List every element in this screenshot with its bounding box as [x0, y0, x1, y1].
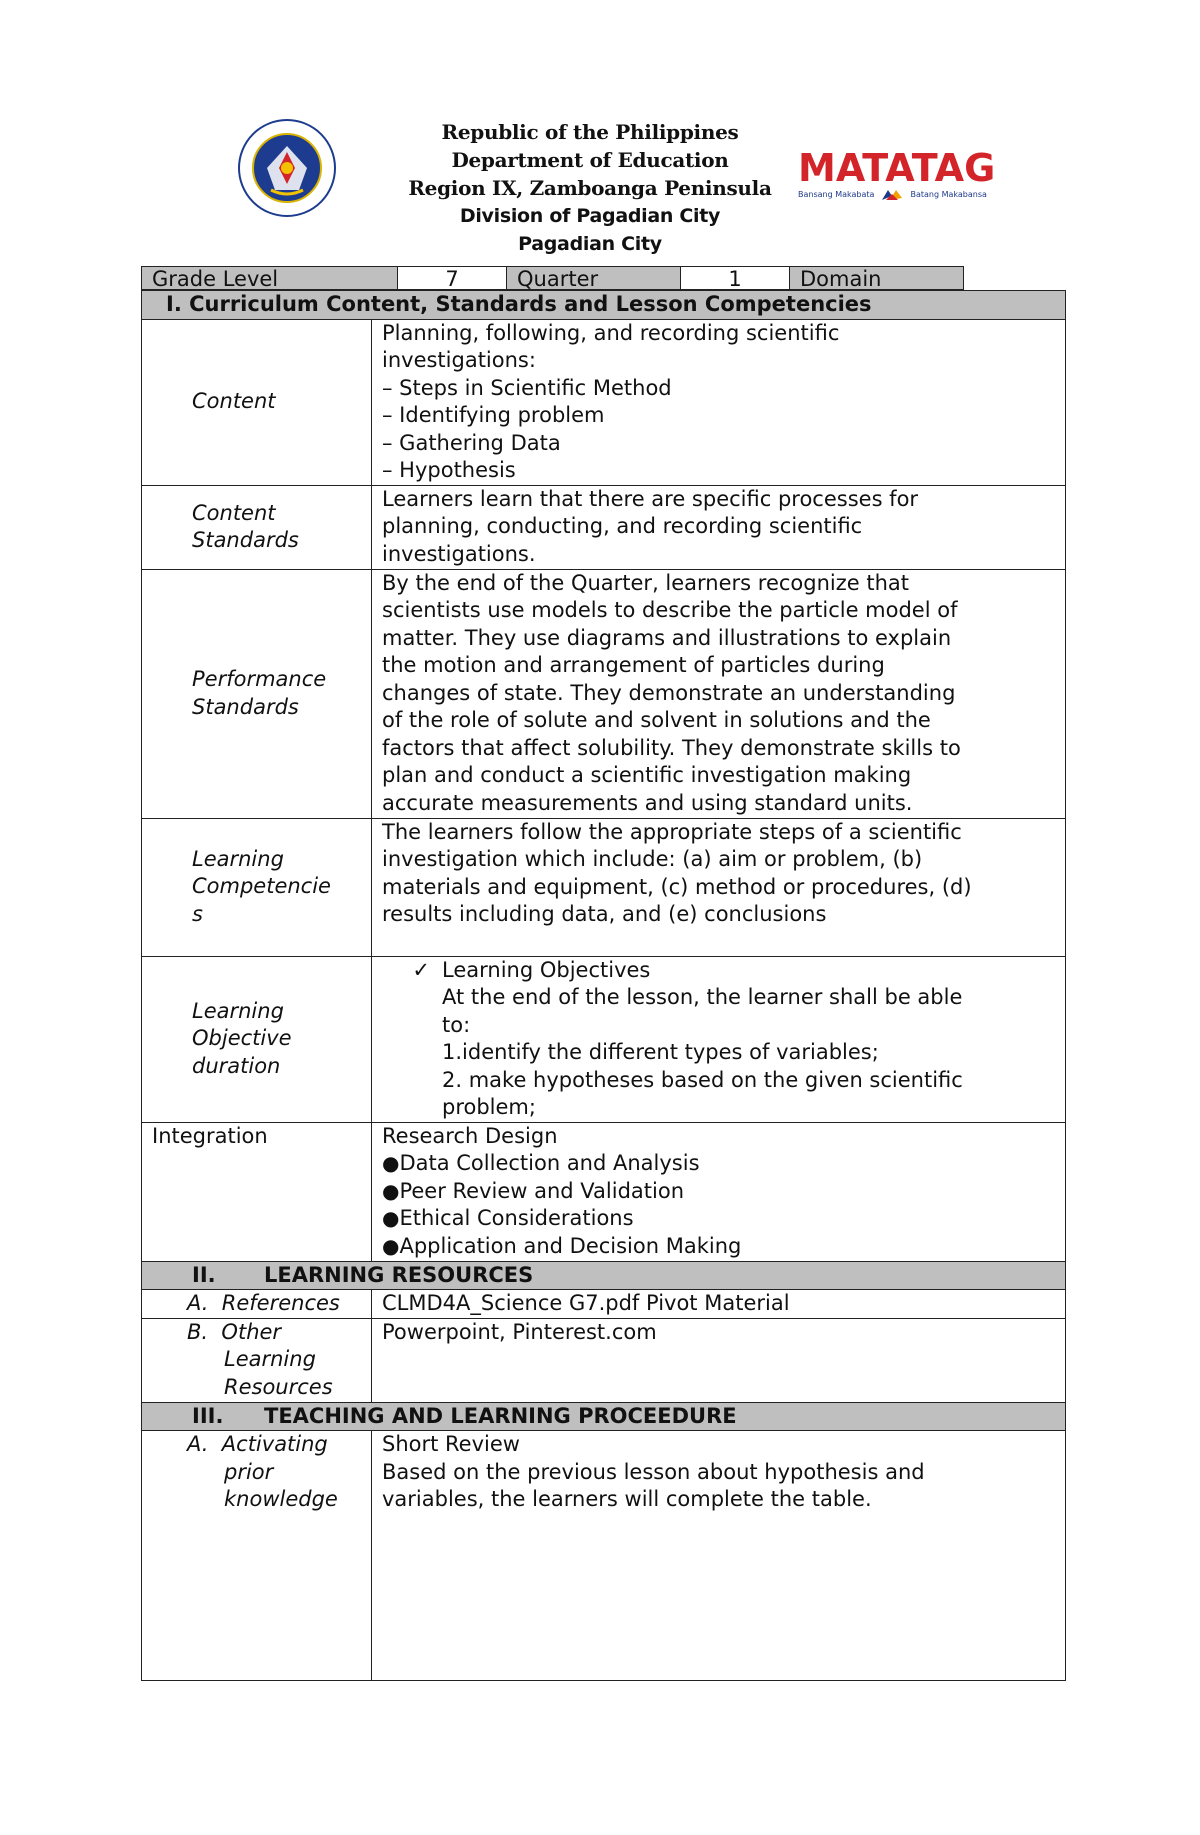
short-review-heading: Short Review [382, 1432, 520, 1456]
references-row [142, 1290, 1066, 1319]
learning-competencies-value: The learners follow the appropriate steps of a scientific investigation which include: (a) aim or problem, (b) materials and equipment, (c) method or procedures, (d) results including data, and (e) conclusions [372, 818, 1066, 956]
other-resources-value: Powerpoint, Pinterest.com [372, 1318, 1066, 1402]
content-label: Content [142, 319, 372, 485]
activating-value: Short Review Based on the previous lesson about hypothesis and variables, the learners will complete the table. [372, 1431, 1066, 1681]
deped-seal-icon [237, 118, 337, 218]
grade-quarter-row [141, 266, 965, 291]
references-value: CLMD4A_Science G7.pdf Pivot Material [372, 1290, 1066, 1319]
heading-city: Pagadian City [518, 233, 662, 255]
integration-heading: Research Design [382, 1123, 558, 1148]
section-3-title: III. TEACHING AND LEARNING PROCEEDURE [142, 1402, 1066, 1431]
learning-competencies-row [142, 818, 1066, 956]
domain-label: Domain [790, 266, 964, 290]
integration-label: Integration [142, 1122, 372, 1261]
quarter-label: Quarter [507, 266, 681, 290]
matatag-sub-right: Batang Makabansa [910, 190, 987, 199]
content-standards-label: Content Standards [142, 485, 372, 569]
bullet-icon: ● [382, 1206, 400, 1230]
performance-standards-value: By the end of the Quarter, learners recognize that scientists use models to describe the particle model of matter. They use diagrams and illustrations to explain the motion and arrangement of particles during changes of state. They demonstrate an understanding of the role of solute and solvent in solutions and the factors that affect solubility. They demonstrate skills to plan and conduct a scientific investigation making accurate measurements and using standard units. [372, 569, 1066, 818]
content-standards-row [142, 485, 1066, 569]
agency-heading [380, 118, 800, 258]
activating-label: A. Activating prior knowledge [142, 1431, 372, 1681]
lesson-plan-table [141, 290, 1066, 1681]
content-value: Planning, following, and recording scientific investigations: – Steps in Scientific Method – Identifying problem – Gathering Data – Hypothesis [372, 319, 1066, 485]
grade-level-value: 7 [398, 266, 507, 290]
list-item: ●Ethical Considerations [382, 1206, 634, 1230]
matatag-logo [798, 148, 1008, 212]
grade-level-label: Grade Level [141, 266, 398, 290]
matatag-logo-word: MATATAG [798, 146, 996, 190]
activating-row [142, 1431, 1066, 1681]
section-1-header [142, 291, 1066, 320]
matatag-sub-left: Bansang Makabata [798, 190, 875, 199]
references-label: A. References [142, 1290, 372, 1319]
list-item: ●Data Collection and Analysis [382, 1151, 700, 1175]
bullet-icon: ● [382, 1178, 400, 1203]
heading-department: Department of Education [451, 148, 729, 172]
other-resources-label: B. Other Learning Resources [142, 1318, 372, 1402]
learning-objective-value: ✓ Learning Objectives At the end of the lesson, the learner shall be able to: 1.identify the different types of variables; 2. make hypotheses based on the given scientific problem; [372, 956, 1066, 1122]
section-2-title: II. LEARNING RESOURCES [142, 1261, 1066, 1290]
checkmark-icon: ✓ [412, 957, 430, 982]
section-2-header [142, 1261, 1066, 1290]
list-item: ●Application and Decision Making [382, 1233, 742, 1258]
learning-objective-label: Learning Objective duration [142, 956, 372, 1122]
list-item: ●Peer Review and Validation [382, 1178, 684, 1203]
integration-value [372, 1122, 1066, 1261]
heading-republic: Republic of the Philippines [441, 120, 739, 144]
heading-region: Region IX, Zamboanga Peninsula [408, 176, 772, 200]
quarter-value: 1 [681, 266, 790, 290]
bullet-icon: ● [382, 1233, 400, 1258]
bullet-icon: ● [382, 1151, 400, 1175]
learning-competencies-label: Learning Competencie s [142, 818, 372, 956]
section-3-header [142, 1402, 1066, 1431]
content-row [142, 319, 1066, 485]
learning-objectives-heading: Learning Objectives [442, 957, 651, 982]
performance-standards-row [142, 569, 1066, 818]
heading-division: Division of Pagadian City [459, 205, 721, 227]
content-standards-value: Learners learn that there are specific processes for planning, conducting, and recording scientific investigations. [372, 485, 1066, 569]
other-resources-row [142, 1318, 1066, 1402]
performance-standards-label: Performance Standards [142, 569, 372, 818]
learning-objective-row [142, 956, 1066, 1122]
document-header [0, 0, 1200, 262]
integration-row [142, 1122, 1066, 1261]
hands-icon [880, 188, 904, 202]
section-1-title: I. Curriculum Content, Standards and Lesson Competencies [142, 291, 1066, 320]
